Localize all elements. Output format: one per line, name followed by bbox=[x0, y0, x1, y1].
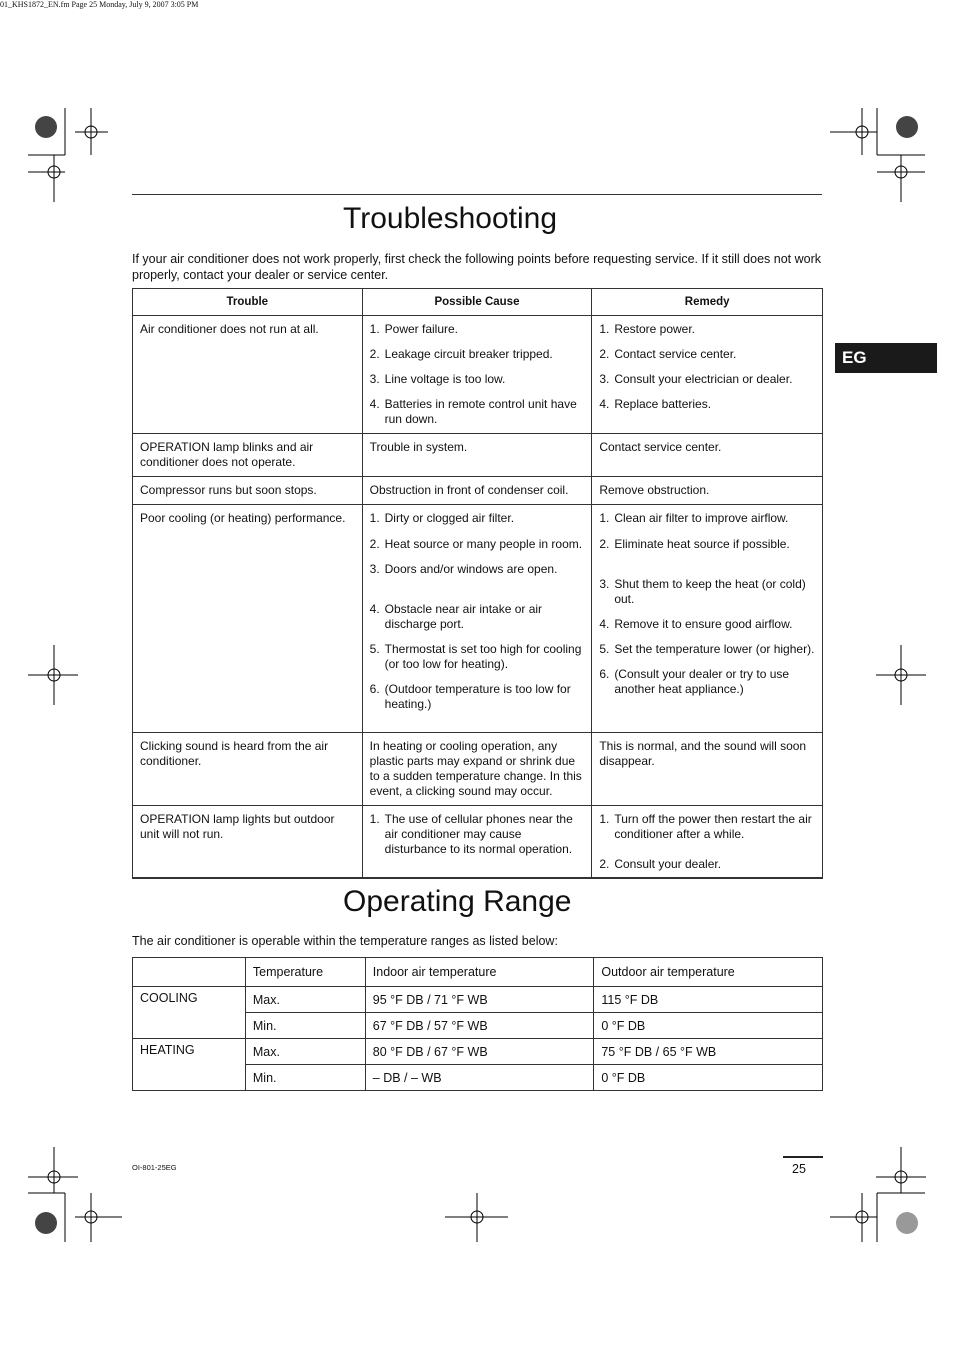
trouble-cell: OPERATION lamp lights but outdoor unit will not run. bbox=[133, 806, 363, 879]
list-item-text: Consult your electrician or dealer. bbox=[614, 372, 793, 386]
outdoor-cell: 115 °F DB bbox=[594, 987, 823, 1013]
list-item bbox=[599, 857, 815, 872]
list-item-number: 4. bbox=[369, 602, 380, 616]
troubleshooting-table bbox=[132, 288, 823, 879]
header-outdoor: Outdoor air temperature bbox=[594, 958, 823, 987]
list-item bbox=[599, 537, 815, 552]
list-item-text: Set the temperature lower (or higher). bbox=[614, 642, 815, 656]
list-item bbox=[370, 642, 585, 672]
list-item-number: 3. bbox=[599, 577, 610, 591]
list-item-number: 5. bbox=[369, 642, 380, 656]
limit-cell: Max. bbox=[245, 1039, 365, 1065]
table-row bbox=[133, 477, 823, 505]
remedy-cell: Remove obstruction. bbox=[592, 477, 823, 505]
list-item-number: 1. bbox=[369, 511, 380, 525]
table-row bbox=[133, 733, 823, 806]
indoor-cell: 95 °F DB / 71 °F WB bbox=[365, 987, 594, 1013]
list-item bbox=[599, 511, 815, 526]
table-row bbox=[133, 1039, 823, 1065]
list-item-number: 2. bbox=[599, 537, 610, 551]
list-item-number: 6. bbox=[369, 682, 380, 696]
cause-cell bbox=[362, 806, 592, 879]
table-header-row bbox=[133, 958, 823, 987]
list-item-number: 2. bbox=[599, 857, 610, 871]
list-item-number: 3. bbox=[369, 372, 380, 386]
header-indoor: Indoor air temperature bbox=[365, 958, 594, 987]
list-item bbox=[370, 562, 585, 577]
list-item-text: Restore power. bbox=[614, 322, 696, 336]
list-item bbox=[599, 372, 815, 387]
document-code: OI-801-25EG bbox=[132, 1163, 177, 1172]
list-item-text: Doors and/or windows are open. bbox=[384, 562, 558, 576]
list-item-text: Turn off the power then restart the air conditioner after a while. bbox=[614, 812, 812, 841]
list-item-text: (Consult your dealer or try to use another heat appliance.) bbox=[614, 667, 790, 696]
header-cause: Possible Cause bbox=[362, 289, 592, 316]
remedy-cell bbox=[592, 316, 823, 434]
mode-heating: HEATING bbox=[133, 1039, 246, 1091]
list-item-number: 1. bbox=[599, 812, 610, 826]
list-item-number: 4. bbox=[599, 617, 610, 631]
list-item-text: The use of cellular phones near the air conditioner may cause disturbance to its normal operation. bbox=[384, 812, 573, 856]
list-item bbox=[370, 682, 585, 712]
outdoor-cell: 75 °F DB / 65 °F WB bbox=[594, 1039, 823, 1065]
list-item-number: 1. bbox=[369, 322, 380, 336]
outdoor-cell: 0 °F DB bbox=[594, 1065, 823, 1091]
list-item-number: 1. bbox=[599, 511, 610, 525]
remedy-cell bbox=[592, 505, 823, 733]
list-item-number: 3. bbox=[599, 372, 610, 386]
list-item bbox=[599, 667, 815, 697]
list-item bbox=[370, 322, 585, 337]
list-item-number: 1. bbox=[599, 322, 610, 336]
outdoor-cell: 0 °F DB bbox=[594, 1013, 823, 1039]
trouble-cell: OPERATION lamp blinks and air conditioner does not operate. bbox=[133, 434, 363, 477]
trouble-cell: Air conditioner does not run at all. bbox=[133, 316, 363, 434]
list-item-text: Line voltage is too low. bbox=[384, 372, 506, 386]
list-item-number: 4. bbox=[599, 397, 610, 411]
list-item bbox=[599, 577, 815, 607]
cause-cell bbox=[362, 505, 592, 733]
operating-range-intro: The air conditioner is operable within the temperature ranges as listed below: bbox=[132, 934, 558, 948]
indoor-cell: 80 °F DB / 67 °F WB bbox=[365, 1039, 594, 1065]
trouble-cell: Clicking sound is heard from the air conditioner. bbox=[133, 733, 363, 806]
list-item-number: 4. bbox=[369, 397, 380, 411]
list-item-text: Consult your dealer. bbox=[614, 857, 722, 871]
list-item-text: Eliminate heat source if possible. bbox=[614, 537, 790, 551]
list-item bbox=[599, 812, 815, 842]
cause-cell: Trouble in system. bbox=[362, 434, 592, 477]
title-rule bbox=[132, 194, 822, 195]
list-item-text: Obstacle near air intake or air discharge port. bbox=[384, 602, 543, 631]
table-row bbox=[133, 806, 823, 879]
list-item bbox=[370, 537, 585, 552]
table-row bbox=[133, 316, 823, 434]
list-item bbox=[599, 397, 815, 412]
limit-cell: Max. bbox=[245, 987, 365, 1013]
file-header: 01_KHS1872_EN.fm Page 25 Monday, July 9, 2007 3:05 PM bbox=[0, 0, 199, 9]
list-item-text: Contact service center. bbox=[614, 347, 737, 361]
trouble-cell: Poor cooling (or heating) performance. bbox=[133, 505, 363, 733]
troubleshooting-intro: If your air conditioner does not work properly, first check the following points before requesting service. If it still does not work properly, contact your dealer or service center. bbox=[132, 252, 821, 282]
list-item-number: 3. bbox=[369, 562, 380, 576]
cause-cell: Obstruction in front of condenser coil. bbox=[362, 477, 592, 505]
list-item-number: 2. bbox=[369, 347, 380, 361]
remedy-cell: This is normal, and the sound will soon disappear. bbox=[592, 733, 823, 806]
list-item bbox=[370, 812, 585, 857]
list-item bbox=[370, 372, 585, 387]
list-item-text: Batteries in remote control unit have run down. bbox=[384, 397, 577, 426]
table-row bbox=[133, 505, 823, 733]
header-blank bbox=[133, 958, 246, 987]
header-temperature: Temperature bbox=[245, 958, 365, 987]
table-header-row bbox=[133, 289, 823, 316]
list-item-text: Shut them to keep the heat (or cold) out. bbox=[614, 577, 806, 606]
operating-range-table bbox=[132, 957, 823, 1091]
list-item-text: Power failure. bbox=[384, 322, 459, 336]
list-item bbox=[370, 511, 585, 526]
page-number: 25 bbox=[792, 1162, 806, 1176]
limit-cell: Min. bbox=[245, 1013, 365, 1039]
mode-cooling: COOLING bbox=[133, 987, 246, 1039]
list-item-text: (Outdoor temperature is too low for heating.) bbox=[384, 682, 571, 711]
list-item bbox=[599, 617, 815, 632]
trouble-cell: Compressor runs but soon stops. bbox=[133, 477, 363, 505]
section-rule bbox=[132, 877, 822, 878]
table-row bbox=[133, 987, 823, 1013]
remedy-cell bbox=[592, 806, 823, 879]
list-item bbox=[599, 322, 815, 337]
list-item bbox=[370, 602, 585, 632]
list-item-text: Thermostat is set too high for cooling (or too low for heating). bbox=[384, 642, 582, 671]
limit-cell: Min. bbox=[245, 1065, 365, 1091]
page-number-rule bbox=[783, 1156, 823, 1158]
list-item bbox=[599, 642, 815, 657]
list-item-number: 5. bbox=[599, 642, 610, 656]
indoor-cell: 67 °F DB / 57 °F WB bbox=[365, 1013, 594, 1039]
list-item-text: Replace batteries. bbox=[614, 397, 712, 411]
cause-cell bbox=[362, 316, 592, 434]
list-item-number: 1. bbox=[369, 812, 380, 826]
list-item-text: Clean air filter to improve airflow. bbox=[614, 511, 789, 525]
list-item-number: 2. bbox=[369, 537, 380, 551]
section-tab: EG bbox=[835, 343, 937, 373]
list-item-text: Heat source or many people in room. bbox=[384, 537, 583, 551]
table-row bbox=[133, 434, 823, 477]
list-item-number: 2. bbox=[599, 347, 610, 361]
list-item bbox=[370, 397, 585, 427]
header-remedy: Remedy bbox=[592, 289, 823, 316]
section-title: Operating Range bbox=[343, 885, 572, 918]
list-item bbox=[599, 347, 815, 362]
list-item-number: 6. bbox=[599, 667, 610, 681]
cause-cell: In heating or cooling operation, any plastic parts may expand or shrink due to a sudden temperature change. In this event, a clicking sound may occur. bbox=[362, 733, 592, 806]
page-title: Troubleshooting bbox=[343, 202, 558, 235]
list-item-text: Remove it to ensure good airflow. bbox=[614, 617, 793, 631]
list-item-text: Dirty or clogged air filter. bbox=[384, 511, 515, 525]
list-item bbox=[370, 347, 585, 362]
remedy-cell: Contact service center. bbox=[592, 434, 823, 477]
list-item-text: Leakage circuit breaker tripped. bbox=[384, 347, 553, 361]
header-trouble: Trouble bbox=[133, 289, 363, 316]
indoor-cell: – DB / – WB bbox=[365, 1065, 594, 1091]
